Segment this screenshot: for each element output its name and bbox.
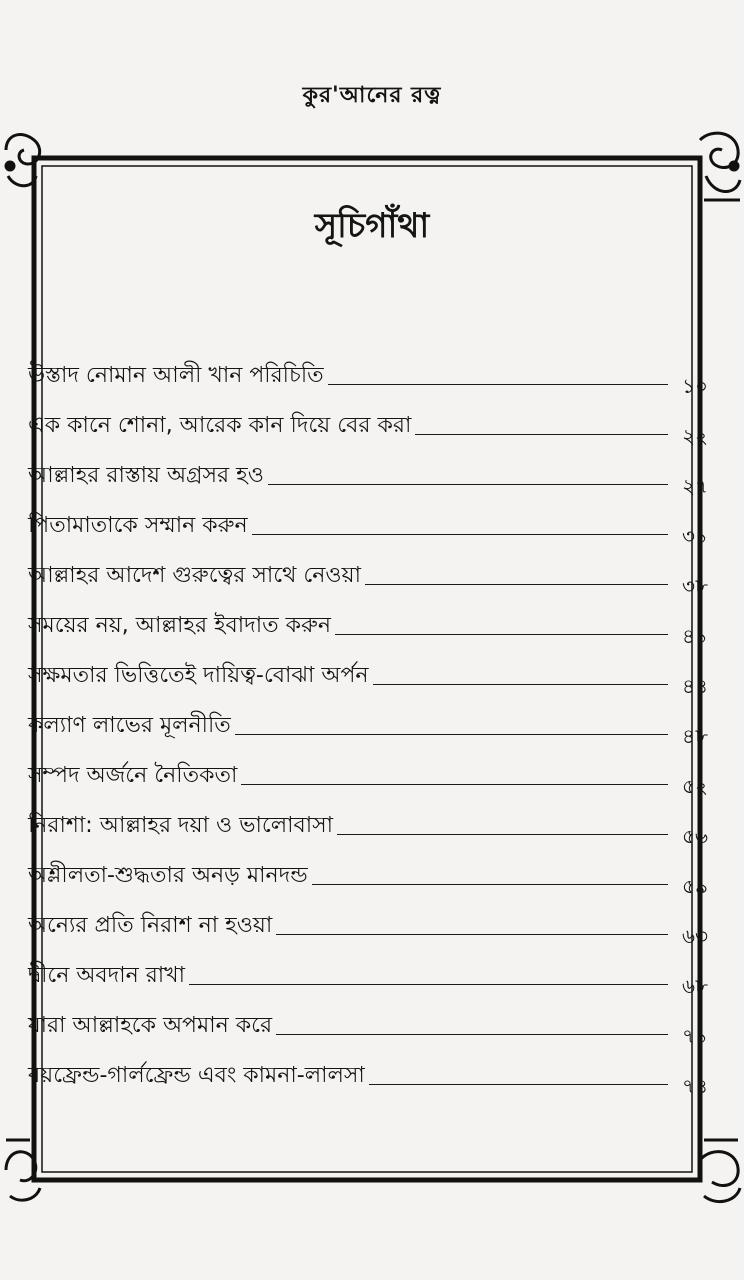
toc-entry-title: অন্যের প্রতি নিরাশ না হওয়া (28, 913, 273, 938)
toc-entry-page-number: ২৭ (681, 474, 708, 498)
running-head: কুর'আনের রত্ন (302, 83, 442, 108)
toc-entry-title: সম্পদ অর্জনে নৈতিকতা (28, 763, 238, 788)
toc-entry (28, 750, 708, 798)
toc-leader-line (337, 834, 668, 835)
toc-entry-title: সক্ষমতার ভিত্তিতেই দায়িত্ব-বোঝা অর্পন (28, 663, 369, 688)
toc-entry-page-number: ৫২ (682, 774, 708, 798)
toc-entry-page-number: ২২ (681, 424, 708, 448)
toc-entry (28, 400, 708, 448)
toc-entry-page-number: ৪৪ (682, 674, 708, 698)
toc-entry-page-number: ৩৮ (682, 574, 708, 598)
toc-entry-page-number: ৫৬ (682, 824, 708, 848)
toc-title: সূচিগাঁথা (314, 206, 430, 246)
toc-entry-page-number: ৪৮ (682, 724, 708, 748)
toc-leader-line (373, 684, 668, 685)
toc-leader-line (252, 534, 668, 535)
corner-ornament-bottom-right (700, 1140, 740, 1202)
toc-entry-title: পিতামাতাকে সম্মান করুন (28, 513, 248, 538)
toc-leader-line (276, 934, 668, 935)
toc-entry-title: যারা আল্লাহকে অপমান করে (28, 1013, 273, 1038)
toc-entry-title: বয়ফ্রেন্ড-গার্লফ্রেন্ড এবং কামনা-লালসা (28, 1063, 365, 1088)
toc-leader-line (189, 984, 668, 985)
toc-entry-page-number: ৭১ (682, 1024, 708, 1048)
toc-entry-title: নিরাশা: আল্লাহর দয়া ও ভালোবাসা (28, 813, 334, 838)
toc-entry-title: উস্তাদ নোমান আলী খান পরিচিতি (28, 363, 324, 388)
toc-leader-line (235, 734, 668, 735)
toc-leader-line (312, 884, 668, 885)
toc-leader-line (241, 784, 668, 785)
toc-leader-line (369, 1084, 668, 1085)
toc-entry (28, 600, 708, 648)
toc-entry (28, 650, 708, 698)
toc-leader-line (276, 1034, 668, 1035)
toc-leader-line (365, 584, 668, 585)
toc-entry-page-number: ৩১ (682, 524, 708, 548)
toc-entry-page-number: ১০ (682, 374, 708, 398)
toc-entry (28, 850, 708, 898)
toc-entry (28, 900, 708, 948)
toc-leader-line (328, 384, 668, 385)
toc-entry-page-number: ৬৩ (681, 924, 708, 948)
toc-entry-page-number: ৭৪ (682, 1074, 708, 1098)
toc-leader-line (335, 634, 668, 635)
table-of-contents (28, 350, 708, 1100)
toc-entry-page-number: ৫৯ (682, 874, 708, 898)
toc-entry (28, 1050, 708, 1098)
toc-entry-title: এক কানে শোনা, আরেক কান দিয়ে বের করা (28, 413, 412, 438)
toc-leader-line (268, 484, 668, 485)
toc-entry (28, 1000, 708, 1048)
toc-entry-title: কল্যাণ লাভের মূলনীতি (28, 713, 231, 738)
toc-entry (28, 950, 708, 998)
toc-leader-line (415, 434, 668, 435)
toc-entry (28, 800, 708, 848)
corner-ornament-top-right (700, 133, 740, 200)
toc-entry-page-number: ৪১ (682, 624, 708, 648)
toc-entry-title: সময়ের নয়, আল্লাহর ইবাদাত করুন (28, 613, 331, 638)
toc-entry-title: আল্লাহর রাস্তায় অগ্রসর হও (28, 463, 264, 488)
toc-entry-title: অশ্লীলতা-শুদ্ধতার অনড় মানদন্ড (28, 863, 308, 888)
toc-entry (28, 500, 708, 548)
toc-entry-title: দ্বীনে অবদান রাখা (28, 963, 186, 988)
toc-entry (28, 450, 708, 498)
toc-entry (28, 350, 708, 398)
toc-entry (28, 700, 708, 748)
toc-entry-page-number: ৬৮ (682, 974, 708, 998)
toc-entry-title: আল্লাহর আদেশ গুরুত্বের সাথে নেওয়া (28, 563, 361, 588)
toc-entry (28, 550, 708, 598)
